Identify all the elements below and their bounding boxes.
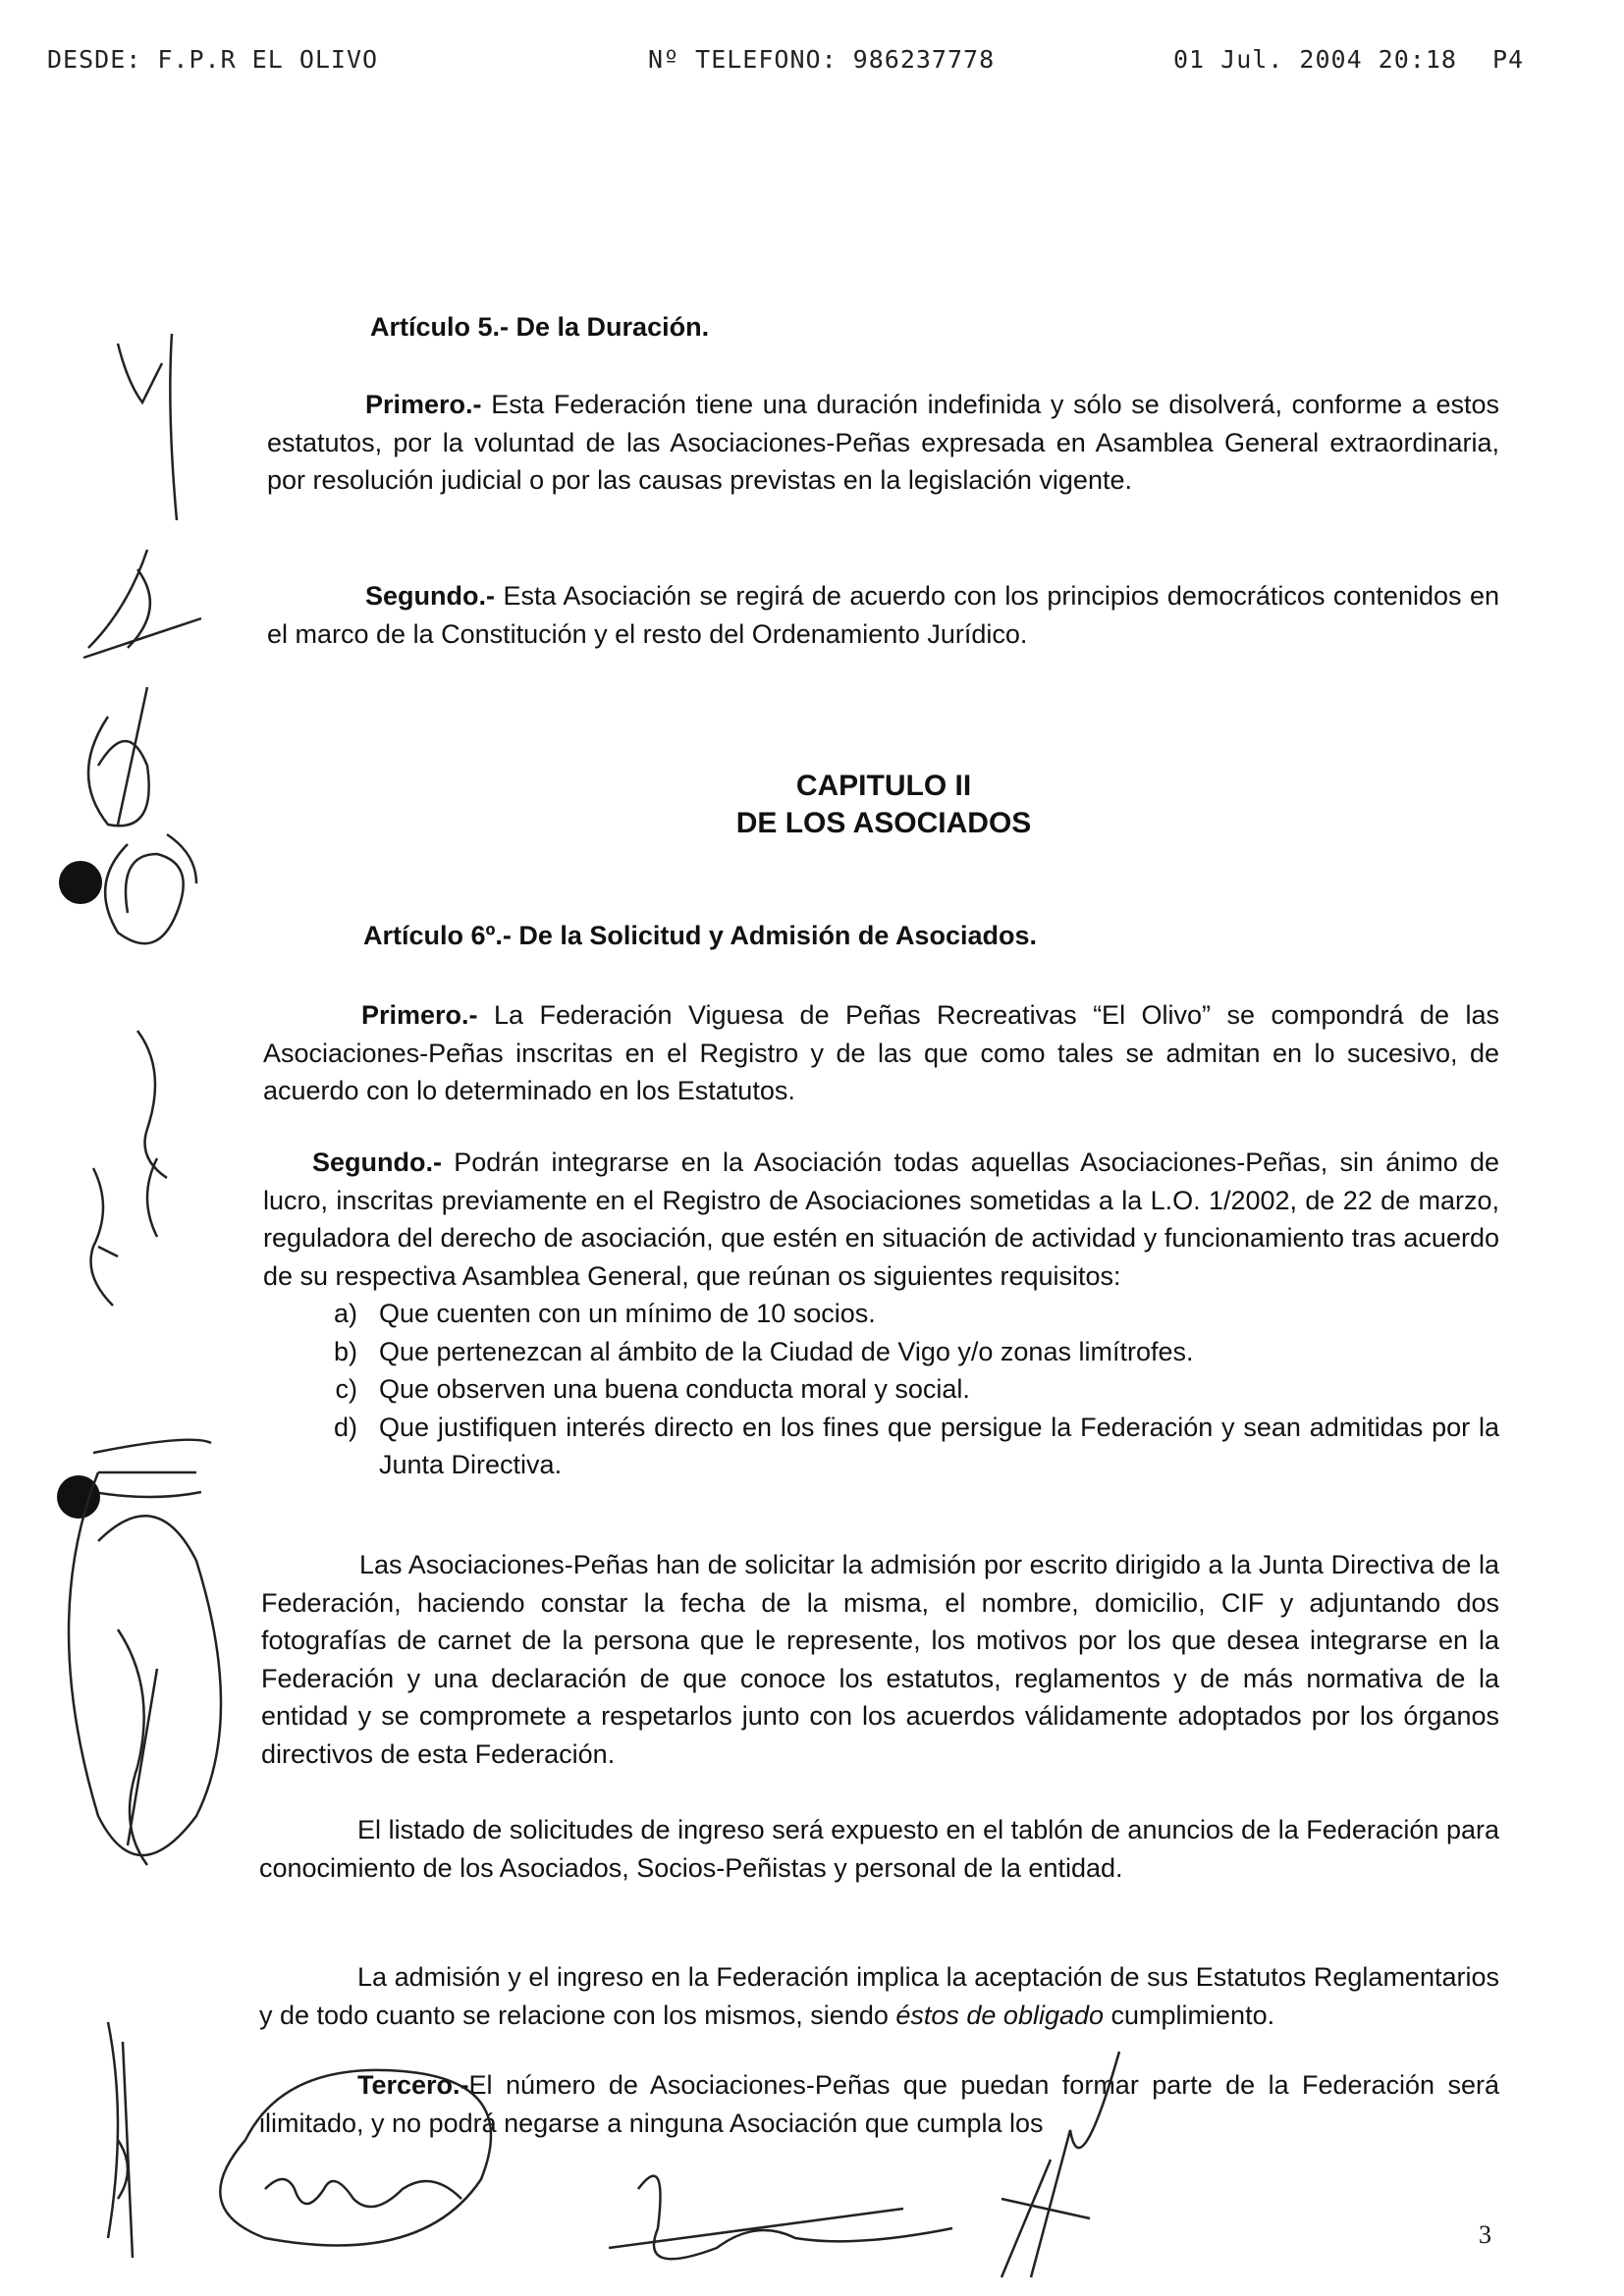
item-text: Que justifiquen interés directo en los fines que persigue la Federación y sean admitidas por la Junta Directiva. — [379, 1412, 1499, 1479]
segundo-label: Segundo.- — [312, 1148, 442, 1177]
item-text: Que observen una buena conducta moral y social. — [379, 1374, 970, 1404]
chapter-title: CAPITULO II — [795, 770, 972, 802]
tercero-label: Tercero.- — [357, 2070, 469, 2100]
fax-datetime: 01 Jul. 2004 20:18 — [1173, 45, 1457, 74]
article-6-heading: Artículo 6º.- De la Solicitud y Admisión de Asociados. — [363, 921, 1037, 950]
primero-label: Primero.- — [361, 1000, 478, 1030]
item-label: d) — [333, 1412, 357, 1442]
paragraph-text: Esta Federación tiene una duración indefinida y sólo se disolverá, conforme a estos estatutos, por la voluntad de las Asociaciones-Peñas expresada en Asamblea General extraordinaria, por resolución judicial o por las causas previstas en la legislación vigente. — [267, 390, 1499, 495]
item-text: Que cuenten con un mínimo de 10 socios. — [379, 1299, 876, 1328]
paragraph-text: Esta Asociación se regirá de acuerdo con los principios democráticos contenidos en el marco de la Constitución y el resto del Ordenamiento Jurídico. — [267, 581, 1499, 649]
item-text: Que pertenezcan al ámbito de la Ciudad de Vigo y/o zonas limítrofes. — [379, 1336, 1194, 1366]
chapter-subtitle: DE LOS ASOCIADOS — [735, 807, 1032, 839]
paragraph-text: El listado de solicitudes de ingreso será expuesto en el tablón de anuncios de la Federación para conocimiento de los Asociados, Socios-Peñistas y personal de la entidad. — [259, 1815, 1499, 1883]
paragraph-text: La Federación Viguesa de Peñas Recreativas “El Olivo” se compondrá de las Asociaciones-Peñas inscritas en el Registro y de las que como tales se admitan en lo sucesivo, de acuerdo con lo determinado en los Estatutos. — [263, 1000, 1499, 1105]
fax-sender: DESDE: F.P.R EL OLIVO — [47, 45, 379, 74]
segundo-label: Segundo.- — [365, 581, 495, 611]
item-label: a) — [333, 1299, 357, 1328]
italic-text: éstos de obligado — [895, 2000, 1105, 2030]
fax-page: P4 — [1492, 45, 1525, 74]
paragraph-text: Las Asociaciones-Peñas han de solicitar la admisión por escrito dirigido a la Junta Directiva de la Federación, haciendo constar la fecha de la misma, el nombre, domicilio, CIF y adjuntando dos fotografías de carnet de la persona que le represente, los motivos por los que desea integrarse en la Federación y una declaración de que conoce los estatutos, reglamentos y de más normativa de la entidad y se compromete a respetarlos junto con los acuerdos válidamente adoptados por los órganos directivos de esta Federación. — [261, 1550, 1499, 1769]
item-label: b) — [333, 1336, 357, 1366]
paragraph-text: La admisión y el ingreso en la Federación implica la aceptación de sus Estatutos Reglamentarios y de todo cuanto se relacione con los mismos, siendo — [259, 1962, 1499, 2030]
page-number: 3 — [1479, 2220, 1491, 2249]
fax-phone: Nº TELEFONO: 986237778 — [648, 45, 996, 74]
item-label: c) — [335, 1374, 357, 1404]
paragraph-text: Podrán integrarse en la Asociación todas aquellas Asociaciones-Peñas, sin ánimo de lucro, inscritas previamente en el Registro de Asociaciones sometidas a la L.O. 1/2002, de 22 de marzo, reguladora del derecho de asociación, que estén en situación de actividad y funcionamiento tras acuerdo de su respectiva Asamblea General, que reúnan os siguientes requisitos: — [263, 1148, 1499, 1291]
paragraph-text: cumplimiento. — [1104, 2000, 1275, 2030]
primero-label: Primero.- — [365, 390, 482, 419]
article-5-heading: Artículo 5.- De la Duración. — [370, 312, 710, 342]
paragraph-text: El número de Asociaciones-Peñas que puedan formar parte de la Federación será ilimitado, y no podrá negarse a ninguna Asociación que cumpla los — [259, 2070, 1499, 2138]
